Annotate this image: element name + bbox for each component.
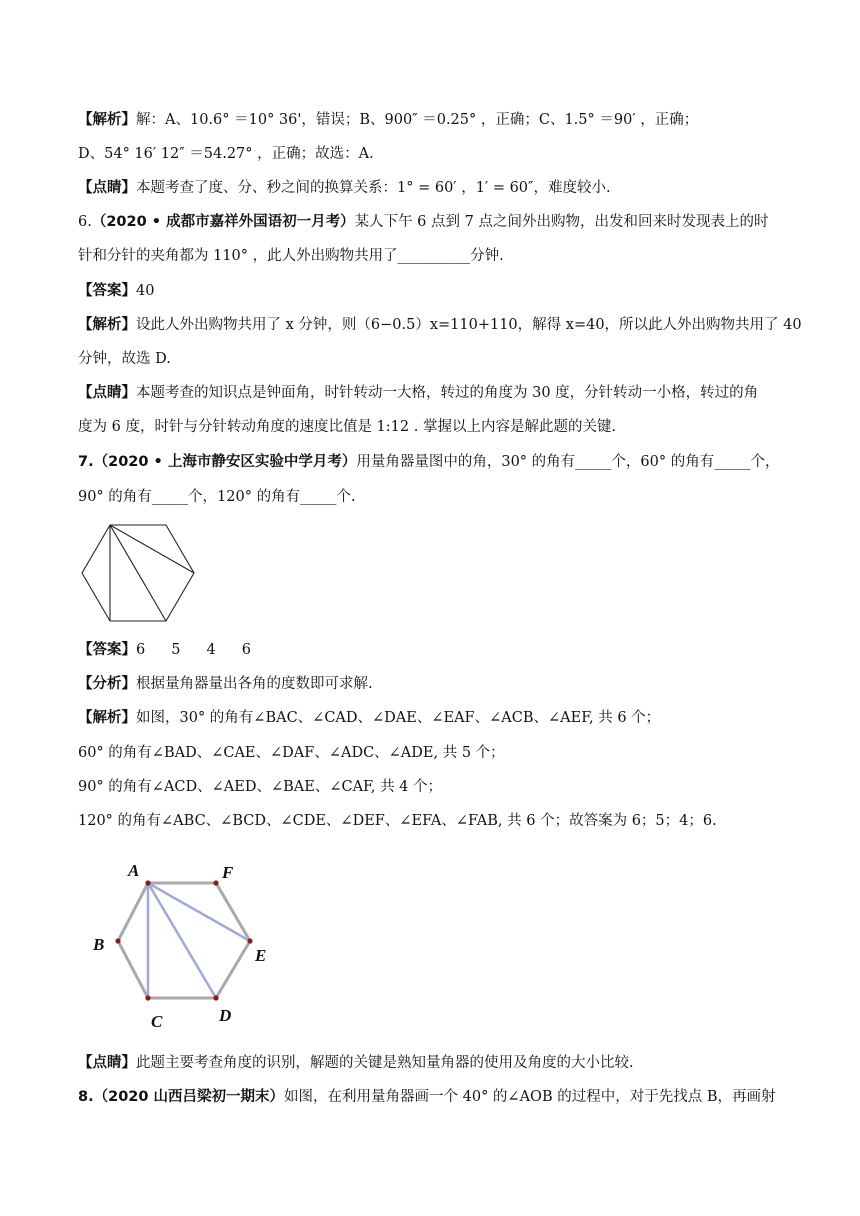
q6-number: 6.: [78, 214, 92, 230]
q7-stem-line2: 90° 的角有_____个，120° 的角有_____个.: [78, 489, 356, 505]
q7-answer-tag: 【答案】: [78, 642, 136, 658]
vertex-d-dot: [213, 995, 218, 1000]
label-b: B: [93, 935, 105, 954]
q5-comment-tag: 【点睛】: [78, 180, 136, 196]
q6-analysis-tag: 【解析】: [78, 317, 136, 333]
label-c: C: [151, 1012, 163, 1030]
q7-answer-1: 6: [136, 642, 146, 658]
label-d: D: [219, 1006, 232, 1025]
q7-fenxi-tag: 【分析】: [78, 676, 136, 692]
q5-analysis-line1: [78, 110, 698, 130]
q7-number: 7.: [78, 454, 94, 470]
diagonal-ad: [110, 525, 166, 621]
q6-stem-text-1: 某人下午 6 点到 7 点之间外出购物，出发和回来时发现表上的时: [354, 214, 769, 230]
q6-answer-value: 40: [136, 283, 155, 299]
q7-answer: [78, 640, 251, 660]
q6-answer: [78, 281, 154, 301]
q7-source: （2020 • 上海市静安区实验中学月考）: [93, 454, 357, 470]
q7-answer-2: 5: [171, 642, 181, 658]
q6-analysis-text-1: 设此人外出购物共用了 x 分钟，则（6−0.5）x=110+110，解得 x=40，所以此人外出购物共用了 40: [136, 317, 802, 333]
q6-comment-line2: 度为 6 度，时针与分针转动角度的速度比值是 1:12 . 掌握以上内容是解此题的关键.: [78, 419, 617, 435]
q7-analysis-text-1: 如图，30° 的角有∠BAC、∠CAD、∠DAE、∠EAF、∠ACB、∠AEF, 共 6 个；: [136, 710, 661, 726]
q6-stem-line1: [78, 212, 768, 232]
vertex-f-dot: [213, 880, 218, 885]
q7-analysis-line1: [78, 708, 660, 728]
q7-comment-tag: 【点睛】: [78, 1055, 136, 1071]
q8-source: （2020 山西吕梁初一期末）: [93, 1089, 285, 1105]
solution-hexagon-outline: [118, 883, 250, 998]
q5-analysis-line2: D、54° 16′ 12″ ＝54.27° ，正确；故选：A.: [78, 146, 374, 162]
solution-diagonal-ad: [148, 883, 216, 998]
q6-answer-tag: 【答案】: [78, 283, 136, 299]
q7-analysis-line4: 120° 的角有∠ABC、∠BCD、∠CDE、∠DEF、∠EFA、∠FAB, 共 6 个；故答案为 6；5；4；6.: [78, 813, 717, 829]
q7-answer-4: 6: [241, 642, 251, 658]
q7-analysis-tag: 【解析】: [78, 710, 136, 726]
q7-answer-3: 4: [206, 642, 216, 658]
q7-fenxi-text: 根据量角器量出各角的度数即可求解.: [136, 676, 373, 692]
q8-stem-line1: [78, 1087, 775, 1107]
diagonal-ae: [110, 525, 194, 573]
q7-stem-line1: [78, 452, 779, 472]
q7-stem-text-1: 用量角器量图中的角，30° 的角有_____个，60° 的角有_____个，: [356, 454, 780, 470]
vertex-b-dot: [115, 938, 120, 943]
vertex-e-dot: [247, 938, 252, 943]
q6-comment-text-1: 本题考查的知识点是钟面角，时针转动一大格，转过的角度为 30 度，分针转动一小格，转过的角: [136, 385, 759, 401]
q6-source: （2020 • 成都市嘉祥外国语初一月考）: [91, 214, 355, 230]
q6-stem-line2: 针和分针的夹角都为 110° ，此人外出购物共用了__________分钟.: [78, 248, 504, 264]
q6-analysis-line1: [78, 315, 802, 335]
q7-comment: [78, 1053, 634, 1073]
q7-comment-text: 此题主要考查角度的识别，解题的关键是熟知量角器的使用及角度的大小比较.: [136, 1055, 634, 1071]
label-e: E: [255, 946, 267, 965]
q6-analysis-line2: 分钟，故选 D.: [78, 351, 171, 367]
label-f: F: [222, 863, 234, 882]
q7-solution-hexagon-figure: [88, 855, 278, 1030]
q6-comment-tag: 【点睛】: [78, 385, 136, 401]
q5-comment-text: 本题考查了度、分、秒之间的换算关系：1° = 60′ ，1′ = 60″，难度较小.: [136, 180, 611, 196]
q7-fenxi: [78, 674, 373, 694]
q6-comment-line1: [78, 383, 758, 403]
q5-comment: [78, 178, 611, 198]
q5-analysis-tag: 【解析】: [78, 112, 136, 128]
q7-analysis-line2: 60° 的角有∠BAD、∠CAE、∠DAF、∠ADC、∠ADE, 共 5 个；: [78, 745, 505, 761]
q5-analysis-text-1: 解：A、10.6° ＝10° 36'，错误；B、900″ ＝0.25° ，正确；C、1.5° ＝90′ ，正确；: [136, 112, 699, 128]
label-a: A: [128, 861, 140, 880]
vertex-a-dot: [145, 880, 150, 885]
q7-analysis-line3: 90° 的角有∠ACD、∠AED、∠BAE、∠CAF, 共 4 个；: [78, 779, 443, 795]
q7-question-hexagon-figure: [78, 520, 198, 630]
q8-number: 8.: [78, 1089, 94, 1105]
vertex-c-dot: [145, 995, 150, 1000]
q8-stem-text-1: 如图，在利用量角器画一个 40° 的∠AOB 的过程中，对于先找点 B，再画射: [284, 1089, 776, 1105]
